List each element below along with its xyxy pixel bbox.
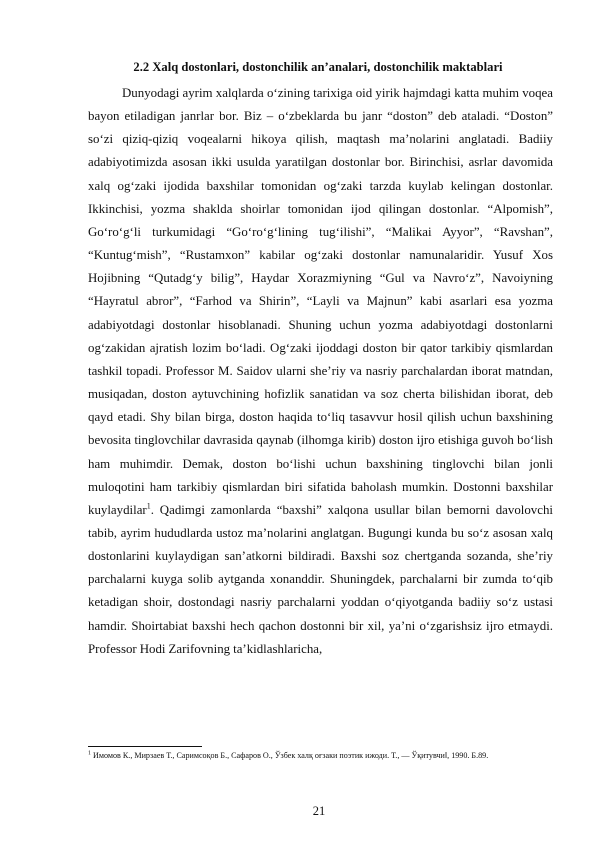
footnote [88,750,553,762]
footnote-text: Имомов К., Мирзаев Т., Саримсоқов Б., Сафаров О., Ўзбек халқ оғзаки поэтик ижоди. Т., — Ўқитувчи‖, 1990. Б.89. [93,751,489,760]
section-heading: 2.2 Xalq dostonlari, dostonchilik an’analari, dostonchilik maktablari [133,60,503,74]
footnote-reference[interactable]: 1 [146,501,151,511]
body-paragraph [88,82,553,661]
page-number: 21 [312,804,326,818]
footnote-number: 1 [88,750,91,757]
footnote-separator [88,746,202,747]
body-text-part-1: Dunyodagi ayrim xalqlarda o‘zining tarixiga oid yirik hajmdagi katta muhim voqea bayon etiladigan janrlar bor. Biz – o‘zbeklarda bu janr “doston” deb ataladi. “Doston” so‘zi qiziq-qiziq voqealarni hikoya qilish, maqtash ma’nolarini anglatadi. Badiiy adabiyotimizda asosan ikki usulda yaratilgan dostonlar bor. Birinchisi, asrlar davomida xalq og‘zaki ijodida baxshilar tomonidan og‘zaki tarzda kuylab kelingan dostonlar. Ikkinchisi, yozma shaklda shoirlar tomonidan ijod qilingan dostonlar. “Alpomish”, Go‘ro‘g‘li turkumidagi “Go‘ro‘g‘lining tug‘ilishi”, “Malikai Ayyor”, “Ravshan”, “Kuntug‘mish”, “Rustamxon” kabilar og‘zaki dostonlar namunalaridir. Yusuf Xos Hojibning “Qutadg‘y bilig”, Haydar Xorazmiyning “Gul va Navro‘z”, Navoiyning “Hayratul abror”, “Farhod va Shirin”, “Layli va Majnun” kabi asarlari esa yozma adabiyotdagi dostonlar hisoblanadi. Shuning uchun yozma adabiyotdagi dostonlarni og‘zakidan ajratish lozim bo‘ladi. Og‘zaki ijoddagi doston bir qator tarkibiy qismlardan tashkil topadi. Professor M. Saidov ularni she’riy va nasriy parchalardan iborat matndan, musiqadan, doston aytuvchining hofizlik sanatidan va soz cherta bilishidan iborat, deb qayd etadi. Shy bilan birga, doston haqida to‘liq tasavvur hosil qilish uchun baxshining bevosita tinglovchilar davrasida qaynab (ilhomga kirib) doston ijro etishiga guvoh bo‘lish ham muhimdir. Demak, doston bo‘lishi uchun baxshining tinglovchi bilan jonli muloqotini ham tarkibiy qismlardan biri sifatida baholash mumkin. Dostonni baxshilar kuylaydilar [88,86,553,517]
body-text-part-2: . Qadimgi zamonlarda “baxshi” xalqona usullar bilan bemorni davolovchi tabib, ayrim hududlarda ustoz ma’nolarini anglatgan. Bugungi kunda bu so‘z asosan xalq dostonlarini kuylaydigan san’atkorni bildiradi. Baxshi soz chertganda sozanda, she’riy parchalarni kuyga solib aytganda xonanddir. Shuningdek, parchalarni bir zumda to‘qib ketadigan shoir, dostondagi nasriy parchalarni yoddan o‘qiyotganda badiiy so‘z ustasi hamdir. Shoirtabiat baxshi hech qachon dostonni bir xil, ya’ni o‘zgarishsiz ijro etmaydi. Professor Hodi Zarifovning ta’kidlashlaricha, [88,502,553,656]
